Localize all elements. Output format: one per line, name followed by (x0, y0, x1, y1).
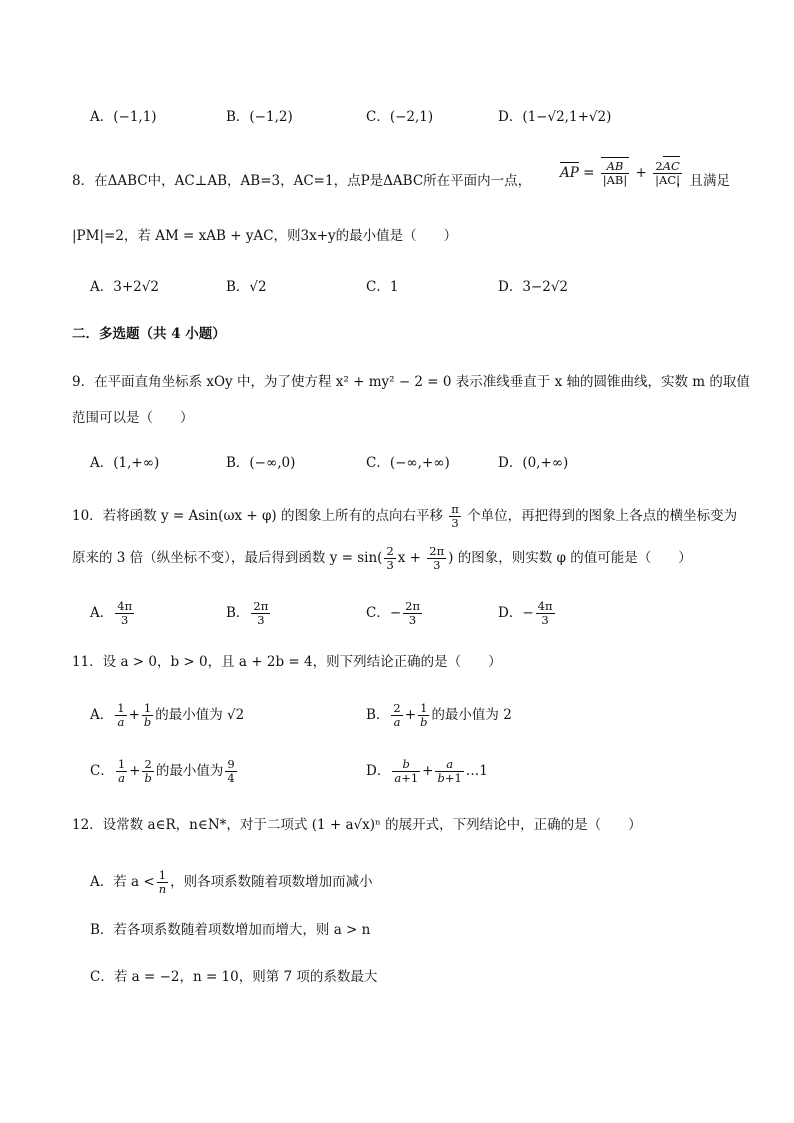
q11-option-b: B． $\frac{2}{a}$ + $\frac{1}{b}$ 的最小值为 2 (366, 701, 512, 729)
q9-option-c: C．(−∞,+∞) (366, 455, 450, 471)
q9-stem-line2: 范围可以是（ ） (72, 410, 194, 426)
q8-text-end: ，且满足 (676, 173, 730, 189)
q8-option-d: D．3−2√2 (498, 279, 569, 295)
q7-option-c: C．(−2,1) (366, 109, 434, 125)
q10-stem-line2: 原来的 3 倍（纵坐标不变），最后得到函数 y = sin( $\frac{2}{3}$ x + $\frac{2\pi}{3}$ ) 的图象，则实数 φ 的值可能是（ ） (72, 544, 692, 572)
q10-text-d: ) 的图象，则实数 φ 的值可能是（ ） (448, 550, 692, 566)
q7-option-d: D．(1−√2,1+√2) (498, 109, 612, 125)
q12-option-a: A．若 a < $\frac{1}{n}$ ，则各项系数随着项数增加而减小 (90, 868, 373, 896)
section-title-multiple-choice: 二．多选题（共 4 小题） (72, 326, 226, 342)
q10-text-b: 个单位，再把得到的图象上各点的横坐标变为 (467, 508, 738, 524)
q8-option-b: B．√2 (226, 279, 267, 295)
q8-text: 8．在ΔABC中，AC⊥AB，AB=3，AC=1，点P是ΔABC所在平面内一点， (72, 173, 532, 189)
q8-stem-line1 (72, 171, 531, 191)
q9-option-d: D．(0,+∞) (498, 455, 569, 471)
q9-stem-line1: 9．在平面直角坐标系 xOy 中，为了使方程 x² + my² − 2 = 0 表示准线垂直于 x 轴的圆锥曲线，实数 m 的取值 (72, 374, 750, 390)
q10-option-d: D．− $\frac{4\pi}{3}$ (498, 599, 553, 627)
q12-option-b: B．若各项系数随着项数增加而增大，则 a > n (90, 922, 371, 938)
q10-option-b: B． $\frac{2\pi}{3}$ (226, 599, 269, 627)
q10-stem-line1 (72, 503, 737, 530)
q11-option-a: A． $\frac{1}{a}$ + $\frac{1}{b}$ 的最小值为 √2 (90, 701, 245, 729)
q8-vector-expression: AP = $\frac{AB}{|AB|}$ + $\frac{2AC}{|AC|}$ (560, 159, 681, 187)
q11-option-d: D． $\frac{b}{a+1}$ + $\frac{a}{b+1}$ …1 (366, 757, 488, 785)
q12-option-c: C．若 a = −2，n = 10，则第 7 项的系数最大 (90, 969, 378, 985)
q9-option-b: B．(−∞,0) (226, 455, 296, 471)
q10-text-c: 原来的 3 倍（纵坐标不变），最后得到函数 y = sin( (72, 550, 383, 566)
q10-option-c: C．− $\frac{2\pi}{3}$ (366, 599, 421, 627)
q7-option-b: B．(−1,2) (226, 109, 293, 125)
q9-option-a: A．(1,+∞) (90, 455, 160, 471)
q12-stem: 12．设常数 a∈R，n∈N*，对于二项式 (1 + a√x)ⁿ 的展开式，下列结论中，正确的是（ ） (72, 817, 642, 833)
q8-option-c: C．1 (366, 279, 399, 295)
q10-fraction-pi-3: $\frac{\pi}{3}$ (451, 502, 459, 530)
q11-option-c: C． $\frac{1}{a}$ + $\frac{2}{b}$ 的最小值为 $\frac{9}{4}$ (90, 757, 235, 785)
q8-option-a: A．3+2√2 (90, 279, 159, 295)
q10-text-a: 10．若将函数 y = Asin(ωx + φ) 的图象上所有的点向右平移 (72, 508, 443, 524)
q11-stem: 11．设 a > 0，b > 0，且 a + 2b = 4，则下列结论正确的是（ ） (72, 654, 502, 670)
q10-option-a: A． $\frac{4\pi}{3}$ (90, 599, 133, 627)
q7-option-a: A．(−1,1) (90, 109, 157, 125)
q8-stem-line2: |PM|=2，若 AM = xAB + yAC，则3x+y的最小值是（ ） (72, 228, 458, 244)
